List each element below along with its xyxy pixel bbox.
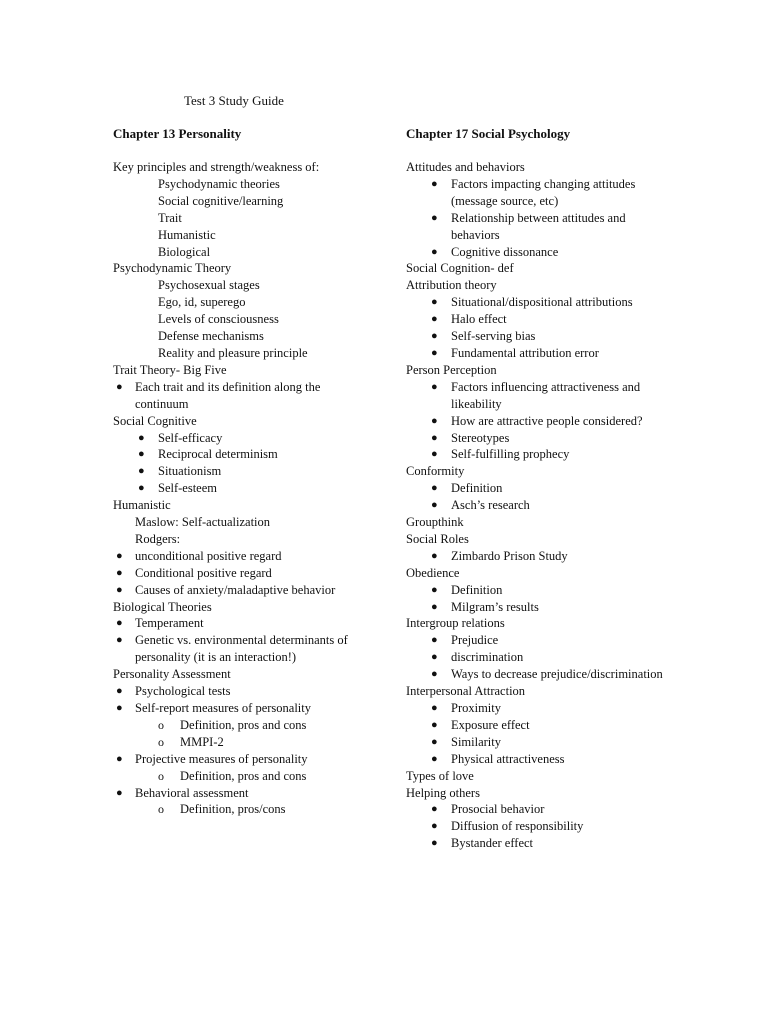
bullet-icon: ● <box>431 803 438 816</box>
bullet-icon: ● <box>431 651 438 664</box>
outline-text: Each trait and its definition along the continuum <box>135 379 321 411</box>
outline-text: Similarity <box>451 734 501 749</box>
outline-subtopic <box>113 193 375 210</box>
bullet-icon: ● <box>431 634 438 647</box>
outline-topic <box>113 599 375 616</box>
bullet-icon: ● <box>138 482 145 495</box>
bullet-icon: ● <box>431 820 438 833</box>
outline-topic <box>406 260 668 277</box>
outline-text: Definition <box>451 582 503 597</box>
outline-bullet-item <box>113 751 375 768</box>
outline-topic <box>406 768 668 785</box>
outline-bullet-item <box>406 379 668 413</box>
bullet-icon: ● <box>431 380 438 393</box>
bullet-icon: ● <box>116 549 123 562</box>
outline-text: Definition, pros/cons <box>180 802 286 817</box>
bullet-icon: ● <box>138 465 145 478</box>
bullet-icon: ● <box>116 566 123 579</box>
outline-text: Biological <box>158 244 211 259</box>
outline-bullet-item <box>406 176 668 210</box>
bullet-icon: ● <box>431 600 438 613</box>
outline-bullet-item <box>406 548 668 565</box>
outline-text: Groupthink <box>406 515 464 530</box>
outline-text: Reciprocal determinism <box>158 447 278 462</box>
chapter-17-column <box>406 126 668 852</box>
circle-bullet-icon: o <box>158 717 164 732</box>
outline-subpoint <box>113 734 375 751</box>
bullet-icon: ● <box>431 330 438 343</box>
bullet-icon: ● <box>116 702 123 714</box>
outline-text: Social Roles <box>406 531 469 546</box>
outline-bullet-item <box>113 582 375 599</box>
outline-bullet-item <box>406 700 668 717</box>
bullet-icon: ● <box>116 634 123 647</box>
outline-text: Definition <box>451 481 503 496</box>
outline-text: unconditional positive regard <box>135 548 282 563</box>
outline-topic <box>113 413 375 430</box>
outline-text: Social Cognition- def <box>406 261 514 276</box>
outline-subtopic <box>113 514 375 531</box>
bullet-icon: ● <box>431 448 438 461</box>
outline-topic <box>113 362 375 379</box>
outline-bullet-item <box>113 446 375 463</box>
bullet-icon: ● <box>431 499 438 512</box>
outline-bullet-item <box>113 548 375 565</box>
bullet-icon: ● <box>116 752 123 765</box>
circle-bullet-icon: o <box>158 802 164 817</box>
outline-text: Intergroup relations <box>406 616 505 631</box>
outline-bullet-item <box>406 582 668 599</box>
outline-text: Biological Theories <box>113 599 212 614</box>
outline-bullet-item <box>113 480 375 497</box>
outline-text: Bystander effect <box>451 836 534 851</box>
outline-bullet-item <box>406 599 668 616</box>
outline-text: Projective measures of personality <box>135 751 308 766</box>
outline-bullet-item <box>113 430 375 447</box>
outline-text: Types of love <box>406 768 474 783</box>
outline-topic <box>406 565 668 582</box>
outline-bullet-item <box>406 480 668 497</box>
bullet-icon: ● <box>431 431 438 444</box>
outline-bullet-item <box>113 683 375 700</box>
outline-topic <box>406 514 668 531</box>
outline-text: Genetic vs. environmental determinants of personality (it is an interaction!) <box>135 633 348 665</box>
outline-bullet-item <box>406 632 668 649</box>
outline-text: Psychodynamic theories <box>158 176 280 191</box>
bullet-icon: ● <box>431 837 438 850</box>
outline-text: Trait Theory- Big Five <box>113 362 227 377</box>
outline-text: Social cognitive/learning <box>158 193 284 208</box>
outline-bullet-item <box>113 379 375 413</box>
bullet-icon: ● <box>431 583 438 596</box>
outline-text: Key principles and strength/weakness of: <box>113 160 320 174</box>
bullet-icon: ● <box>431 549 438 562</box>
outline-subtopic <box>113 531 375 548</box>
outline-bullet-item <box>406 818 668 835</box>
outline-text: MMPI-2 <box>180 734 224 749</box>
outline-subpoint <box>113 801 375 818</box>
outline-text: Psychosexual stages <box>158 278 260 293</box>
outline-text: Maslow: Self-actualization <box>135 515 271 530</box>
bullet-icon: ● <box>431 296 438 309</box>
outline-bullet-item <box>406 294 668 311</box>
outline-subtopic <box>113 328 375 345</box>
outline-text: Milgram’s results <box>451 599 539 614</box>
outline-text: Fundamental attribution error <box>451 345 599 360</box>
outline-subtopic <box>113 294 375 311</box>
outline-text: Causes of anxiety/maladaptive behavior <box>135 582 336 597</box>
bullet-icon: ● <box>431 414 438 427</box>
outline-text: Physical attractiveness <box>451 751 565 766</box>
outline-subtopic <box>113 311 375 328</box>
outline-topic <box>113 260 375 277</box>
outline-text: Situationism <box>158 464 222 479</box>
outline-text: Relationship between attitudes and behaviors <box>451 210 626 242</box>
outline-topic <box>406 785 668 802</box>
outline-subtopic <box>113 345 375 362</box>
chapter-13-outline <box>113 159 375 818</box>
outline-text: Self-esteem <box>158 481 218 496</box>
circle-bullet-icon: o <box>158 768 164 783</box>
chapter-17-heading: Chapter 17 Social Psychology <box>406 126 571 141</box>
outline-text: Reality and pleasure principle <box>158 345 308 360</box>
outline-text: Rodgers: <box>135 531 181 546</box>
outline-bullet-item <box>406 244 668 261</box>
outline-text: Definition, pros and cons <box>180 768 307 783</box>
bullet-icon: ● <box>431 702 438 714</box>
outline-text: Halo effect <box>451 312 507 327</box>
outline-text: How are attractive people considered? <box>451 413 643 428</box>
outline-text: Self-serving bias <box>451 329 536 344</box>
outline-subtopic <box>113 176 375 193</box>
bullet-icon: ● <box>431 245 438 258</box>
outline-topic <box>406 463 668 480</box>
chapter-13-heading: Chapter 13 Personality <box>113 126 242 141</box>
outline-subpoint <box>113 768 375 785</box>
bullet-icon: ● <box>431 211 438 224</box>
circle-bullet-icon: o <box>158 734 164 749</box>
outline-subtopic <box>113 227 375 244</box>
outline-text: Personality Assessment <box>113 667 231 682</box>
outline-text: Helping others <box>406 785 480 800</box>
bullet-icon: ● <box>138 448 145 461</box>
outline-text: Psychological tests <box>135 684 231 699</box>
bullet-icon: ● <box>116 786 123 799</box>
outline-text: Attribution theory <box>406 278 497 293</box>
outline-text: Diffusion of responsibility <box>451 819 584 834</box>
outline-bullet-item <box>406 430 668 447</box>
document-title: Test 3 Study Guide <box>184 93 284 108</box>
outline-text: Interpersonal Attraction <box>406 684 526 699</box>
outline-bullet-item <box>406 413 668 430</box>
outline-text: Proximity <box>451 701 502 715</box>
bullet-icon: ● <box>116 617 123 630</box>
outline-topic <box>113 497 375 514</box>
outline-topic <box>406 531 668 548</box>
outline-bullet-item <box>406 345 668 362</box>
outline-text: Situational/dispositional attributions <box>451 295 633 310</box>
bullet-icon: ● <box>431 752 438 765</box>
outline-text: Obedience <box>406 565 460 580</box>
outline-bullet-item <box>406 734 668 751</box>
outline-bullet-item <box>406 649 668 666</box>
outline-topic <box>406 615 668 632</box>
outline-text: Cognitive dissonance <box>451 244 559 259</box>
outline-text: Conformity <box>406 464 465 479</box>
outline-text: Factors influencing attractiveness and likeability <box>451 379 641 411</box>
outline-text: Factors impacting changing attitudes (message source, etc) <box>451 176 636 208</box>
outline-text: Trait <box>158 210 182 225</box>
bullet-icon: ● <box>431 177 438 190</box>
outline-text: Ways to decrease prejudice/discrimination <box>451 667 663 682</box>
chapter-17-outline <box>406 159 668 852</box>
outline-text: Humanistic <box>158 227 216 242</box>
outline-bullet-item <box>406 446 668 463</box>
outline-bullet-item <box>113 785 375 802</box>
outline-bullet-item <box>406 751 668 768</box>
outline-bullet-item <box>406 328 668 345</box>
outline-bullet-item <box>406 497 668 514</box>
outline-text: Attitudes and behaviors <box>406 160 525 174</box>
outline-bullet-item <box>113 463 375 480</box>
outline-text: Defense mechanisms <box>158 329 264 344</box>
outline-bullet-item <box>113 632 375 666</box>
bullet-icon: ● <box>431 346 438 359</box>
outline-text: Levels of consciousness <box>158 312 279 327</box>
outline-text: Behavioral assessment <box>135 785 249 800</box>
outline-bullet-item <box>406 835 668 852</box>
outline-bullet-item <box>406 717 668 734</box>
outline-text: Asch’s research <box>451 498 530 513</box>
outline-text: Self-fulfilling prophecy <box>451 447 570 462</box>
outline-text: Person Perception <box>406 362 497 377</box>
outline-topic <box>113 159 375 176</box>
bullet-icon: ● <box>431 313 438 326</box>
outline-bullet-item <box>406 801 668 818</box>
outline-text: Definition, pros and cons <box>180 717 307 732</box>
outline-text: Prejudice <box>451 633 499 648</box>
outline-text: Ego, id, superego <box>158 295 246 310</box>
outline-topic <box>113 666 375 683</box>
outline-bullet-item <box>113 565 375 582</box>
outline-subpoint <box>113 717 375 734</box>
outline-text: Temperament <box>135 616 204 631</box>
outline-subtopic <box>113 210 375 227</box>
outline-text: discrimination <box>451 650 524 665</box>
chapter-13-column <box>113 126 375 818</box>
outline-topic <box>406 683 668 700</box>
outline-topic <box>406 362 668 379</box>
outline-text: Self-efficacy <box>158 430 223 445</box>
outline-text: Zimbardo Prison Study <box>451 548 568 563</box>
bullet-icon: ● <box>431 735 438 748</box>
bullet-icon: ● <box>431 718 438 731</box>
outline-text: Stereotypes <box>451 430 510 445</box>
outline-bullet-item <box>406 311 668 328</box>
outline-text: Self-report measures of personality <box>135 701 311 715</box>
outline-bullet-item <box>113 700 375 717</box>
outline-text: Prosocial behavior <box>451 802 545 817</box>
outline-text: Exposure effect <box>451 717 530 732</box>
outline-subtopic <box>113 277 375 294</box>
bullet-icon: ● <box>116 380 123 393</box>
outline-bullet-item <box>406 210 668 244</box>
outline-text: Social Cognitive <box>113 413 197 428</box>
outline-text: Psychodynamic Theory <box>113 261 232 276</box>
bullet-icon: ● <box>116 685 123 698</box>
outline-topic <box>406 277 668 294</box>
bullet-icon: ● <box>431 482 438 495</box>
outline-text: Conditional positive regard <box>135 565 272 580</box>
outline-bullet-item <box>113 615 375 632</box>
outline-bullet-item <box>406 666 668 683</box>
bullet-icon: ● <box>431 668 438 681</box>
outline-topic <box>406 159 668 176</box>
bullet-icon: ● <box>138 431 145 444</box>
bullet-icon: ● <box>116 583 123 596</box>
outline-subtopic <box>113 244 375 261</box>
outline-text: Humanistic <box>113 498 171 513</box>
